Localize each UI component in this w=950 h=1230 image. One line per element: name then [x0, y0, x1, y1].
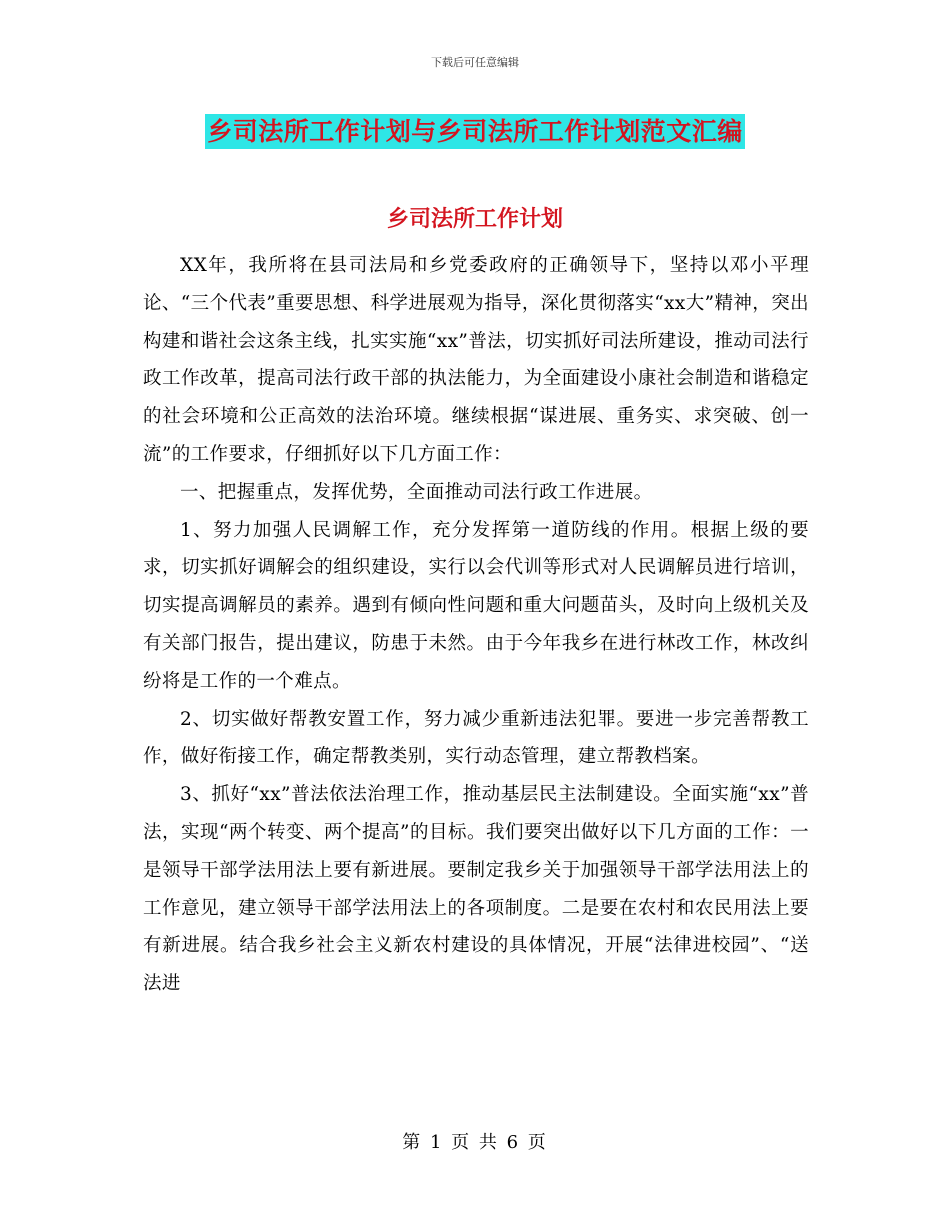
header-note: 下载后可任意编辑 [431, 56, 519, 69]
paragraph: XX年，我所将在县司法局和乡党委政府的正确领导下，坚持以邓小平理论、“三个代表”重要思想、科学进展观为指导，深化贯彻落实“xx大”精神，突出构建和谐社会这条主线，扎实实施“xx”普法，切实抓好司法所建设，推动司法行政工作改革，提高司法行政干部的执法能力，为全面建设小康社会制造和谐稳定的社会环境和公正高效的法治环境。继续根据“谋进展、重务实、求突破、创一流”的工作要求，仔细抓好以下几方面工作： [143, 255, 809, 465]
paragraph: 一、把握重点，发挥优势，全面推动司法行政工作进展。 [180, 481, 653, 503]
page-footer: 第 1 页 共 6 页 [402, 1132, 548, 1153]
paragraph: 3、抓好“xx”普法依法治理工作，推动基层民主法制建设。全面实施“xx”普法，实现“两个转变、两个提高”的目标。我们要突出做好以下几方面的工作：一是领导干部学法用法上要有新进展。要制定我乡关于加强领导干部学法用法上的工作意见，建立领导干部学法用法上的各项制度。二是要在农村和农民用法上要有新进展。结合我乡社会主义新农村建设的具体情况，开展“法律进校园”、“送法进 [143, 784, 809, 995]
section-title: 乡司法所工作计划 [386, 207, 563, 232]
paragraph: 2、切实做好帮教安置工作，努力减少重新违法犯罪。要进一步完善帮教工作，做好衔接工作，确定帮教类别，实行动态管理，建立帮教档案。 [143, 708, 809, 768]
document-title [0, 112, 950, 148]
document-title-text: 乡司法所工作计划与乡司法所工作计划范文汇编 [205, 114, 745, 149]
document-body [143, 247, 809, 1003]
paragraph: 1、努力加强人民调解工作，充分发挥第一道防线的作用。根据上级的要求，切实抓好调解会的组织建设，实行以会代训等形式对人民调解员进行培训，切实提高调解员的素养。遇到有倾向性问题和重大问题苗头，及时向上级机关及有关部门报告，提出建议，防患于未然。由于今年我乡在进行林改工作，林改纠纷将是工作的一个难点。 [143, 519, 809, 692]
